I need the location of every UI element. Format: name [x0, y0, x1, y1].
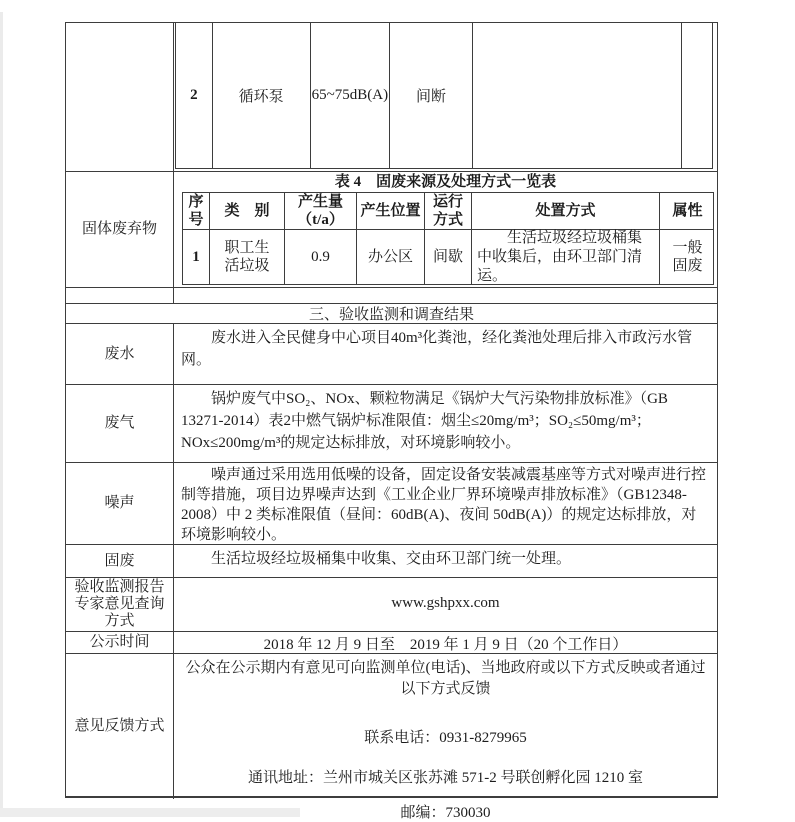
- solid-waste-result-row: [66, 544, 717, 577]
- table4-title: 表 4 固废来源及处理方式一览表: [334, 174, 557, 190]
- disposal-text: 生活垃圾经垃圾桶集中收集后，由环卫部门清运。: [477, 229, 643, 284]
- table4-category-cell: [210, 230, 285, 284]
- report-query-row: [66, 577, 717, 631]
- table4-header-amount: 产生量（t/a）: [285, 193, 357, 229]
- empty-label-cell: [66, 23, 174, 171]
- solid-waste-row: [66, 171, 717, 287]
- report-query-label: 验收监测报告专家意见查询方式: [66, 578, 174, 631]
- exhaust-gas-row: [66, 384, 717, 462]
- table4-header-operation: 运行方式: [425, 193, 472, 229]
- equipment-noise-row: [66, 23, 717, 171]
- publicity-period-value: 2018 年 12 月 9 日至 2019 年 1 月 9 日（20 个工作日）: [263, 637, 628, 653]
- table4-header-seq: 序号: [183, 193, 210, 229]
- table4-header-location: 产生位置: [357, 193, 425, 229]
- feedback-postcode: 邮编：730030: [400, 805, 491, 821]
- noise-row: [66, 462, 717, 544]
- equipment-empty-cell: [473, 23, 682, 168]
- equipment-operation-cell: 间断: [390, 23, 473, 168]
- feedback-phone: 联系电话：0931-8279965: [364, 730, 527, 746]
- page-left-edge: [0, 12, 3, 817]
- table4-header-disposal: 处置方式: [472, 193, 660, 229]
- solid-waste-result-text: 生活垃圾经垃圾桶集中收集、交由环卫部门统一处理。: [211, 551, 572, 567]
- table4-disposal-cell: [472, 230, 660, 284]
- solid-waste-label: 固体废弃物: [66, 172, 174, 287]
- empty-label-cell: [66, 288, 174, 303]
- empty-spacer-row: [66, 287, 717, 303]
- feedback-label: 意见反馈方式: [66, 654, 174, 799]
- solid-waste-result-label: 固废: [66, 545, 174, 577]
- table4-data-row: [183, 230, 713, 284]
- table4-header-category: 类 别: [210, 193, 285, 229]
- wastewater-label: 废水: [66, 324, 174, 384]
- publicity-period-row: [66, 631, 717, 653]
- publicity-period-label: 公示时间: [66, 632, 174, 653]
- table4-attribute-cell: [660, 230, 715, 284]
- report-query-url: www.gshpxx.com: [391, 595, 500, 611]
- table4-amount-cell: 0.9: [285, 230, 357, 284]
- feedback-address: 通讯地址：兰州市城关区张苏滩 571-2 号联创孵化园 1210 室: [248, 770, 643, 786]
- equipment-noise-table: [175, 23, 713, 169]
- category-text: 职工生活垃圾: [224, 240, 270, 274]
- noise-text: 噪声通过采用选用低噪的设备，固定设备安装减震基座等方式对噪声进行控制等措施，项目边界噪声达到《工业企业厂界环境噪声排放标准》（GB12348-2008）中 2 类标准限值（昼间：60dB(A)、夜间 50dB(A)）的规定达标排放，对环境影响较小。: [181, 467, 707, 543]
- exhaust-gas-label: 废气: [66, 385, 174, 462]
- table4: [182, 192, 714, 285]
- table4-header-attribute: 属性: [672, 203, 703, 219]
- equipment-device-cell: 循环泵: [213, 23, 311, 168]
- exhaust-gas-text: 锅炉废气中SO₂、NOx、颗粒物满足《锅炉大气污染物排放标准》（GB 13271-2014）表2中燃气锅炉标准限值：烟尘≤20mg/m³；SO₂≤50mg/m³；NOx≤200mg/m³的规定达标排放，对环境影响较小。: [181, 391, 668, 451]
- section-title: 三、验收监测和调查结果: [308, 307, 474, 323]
- wastewater-row: [66, 323, 717, 384]
- table4-location-cell: 办公区: [357, 230, 425, 284]
- feedback-intro: 公众在公示期内有意见可向监测单位(电话)、当地政府或以下方式反映或者通过以下方式反馈: [185, 660, 706, 697]
- table4-header-row: [183, 193, 713, 230]
- equipment-seq-cell: 2: [176, 23, 213, 168]
- feedback-row: [66, 653, 717, 821]
- equipment-empty-narrow-cell: [682, 23, 712, 168]
- table4-seq-cell: 1: [183, 230, 210, 284]
- noise-label: 噪声: [66, 463, 174, 544]
- equipment-noise-level-cell: 65~75dB(A): [311, 23, 391, 168]
- wastewater-text: 废水进入全民健身中心项目40m³化粪池，经化粪池处理后排入市政污水管网。: [181, 330, 693, 368]
- table4-operation-cell: 间歇: [425, 230, 472, 284]
- report-table: [65, 22, 718, 821]
- section-title-row: [66, 303, 717, 323]
- attribute-text: 一般固废: [672, 240, 703, 274]
